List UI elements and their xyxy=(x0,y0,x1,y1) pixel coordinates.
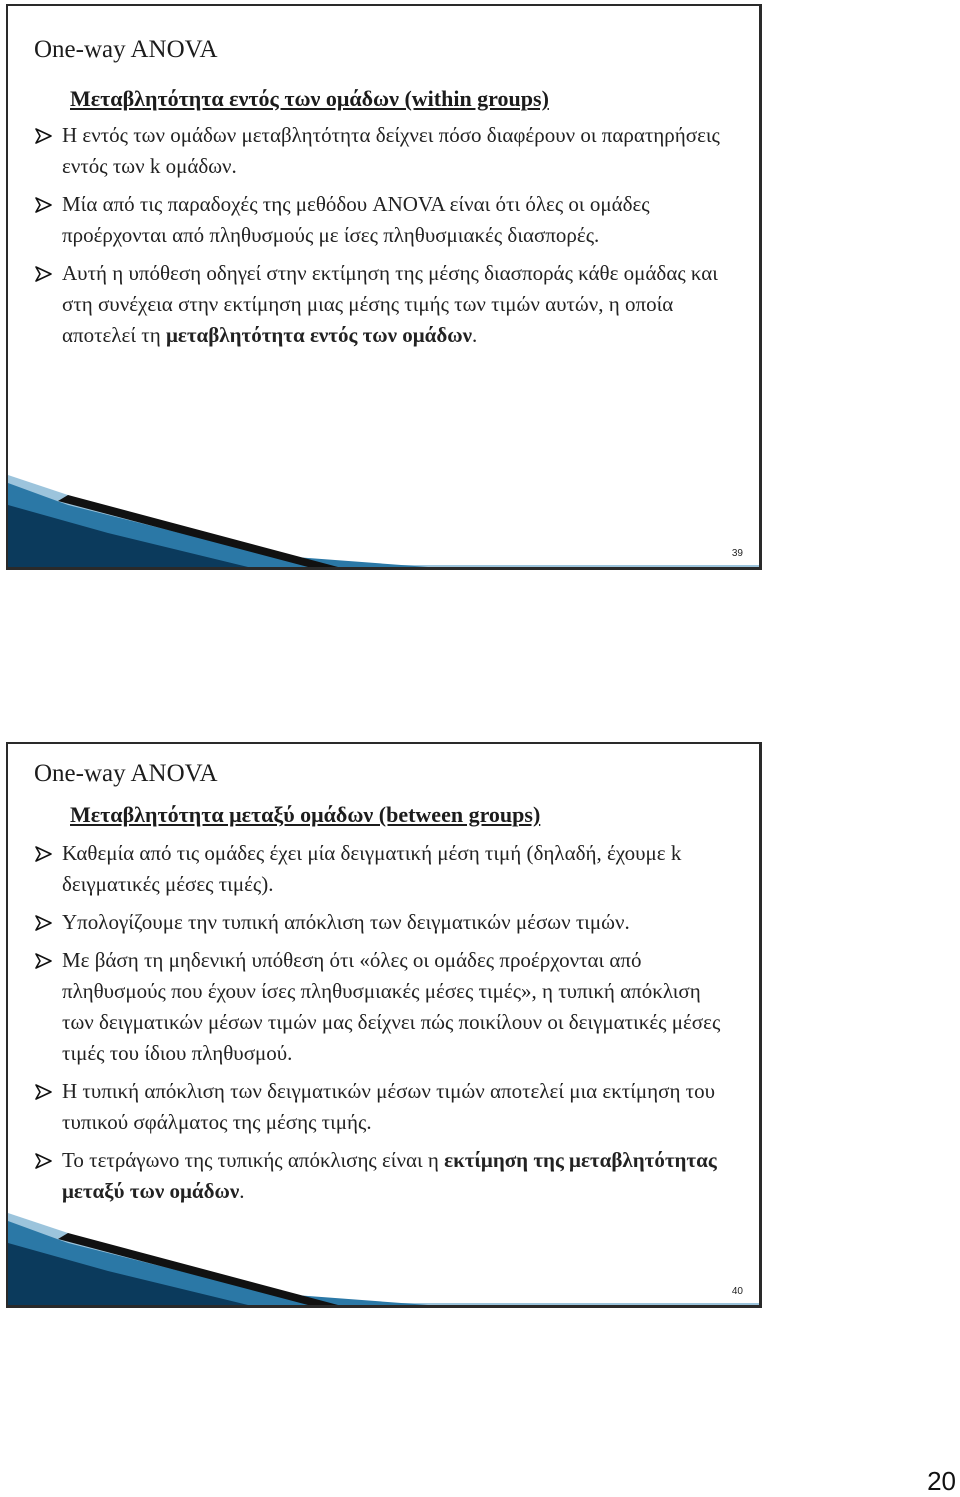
bullet-item xyxy=(34,1145,724,1207)
bullet-text: Καθεμία από τις ομάδες έχει μία δειγματική μέση τιμή (δηλαδή, έχουμε k δειγματικές μέσες τιμές). xyxy=(62,841,682,896)
bullet-text: Αυτή η υπόθεση οδηγεί στην εκτίμηση της μέσης διασποράς κάθε ομάδας και στη συνέχεια στην εκτίμηση μιας μέσης τιμής των τιμών αυτών, η οποία αποτελεί τη xyxy=(62,261,718,347)
bullet-tail: . xyxy=(472,323,478,347)
bullet-item xyxy=(34,838,724,900)
slide-footer-decoration xyxy=(8,1213,762,1305)
bullet-text: Υπολογίζουμε την τυπική απόκλιση των δειγματικών μέσων τιμών. xyxy=(62,910,630,934)
slide-number: 40 xyxy=(731,1286,743,1297)
slide-number: 39 xyxy=(731,548,743,559)
slide-subtitle: Μεταβλητότητα μεταξύ ομάδων (between groups) xyxy=(70,802,541,827)
bullet-list xyxy=(34,120,724,358)
arrow-bullet-icon xyxy=(34,1083,54,1101)
bullet-emphasis: εκτίμηση της μεταβλητότητας μεταξύ των ομάδων xyxy=(62,1148,717,1203)
bullet-text: Η τυπική απόκλιση των δειγματικών μέσων τιμών αποτελεί μια εκτίμηση του τυπικού σφάλματος της μέσης τιμής. xyxy=(62,1079,716,1134)
arrow-bullet-icon xyxy=(34,914,54,932)
arrow-bullet-icon xyxy=(34,196,54,214)
slide-title: One-way ANOVA xyxy=(34,760,218,787)
bullet-text: Το τετράγωνο της τυπικής απόκλισης είναι η xyxy=(62,1148,445,1172)
bullet-text: Με βάση τη μηδενική υπόθεση ότι «όλες οι ομάδες προέρχονται από πληθυσμούς που έχουν ίσες πληθυσμιακές μέσες τιμές», η τυπική απόκλιση των δειγματικών μέσων τιμών μας δείχνει πώς ποικίλουν οι δειγματικές μέσες τιμές του ίδιου πληθυσμού. xyxy=(62,948,721,1065)
bullet-item xyxy=(34,945,724,1069)
arrow-bullet-icon xyxy=(34,265,54,283)
bullet-item xyxy=(34,120,724,182)
slide-title: One-way ANOVA xyxy=(34,36,218,63)
arrow-bullet-icon xyxy=(34,1152,54,1170)
arrow-bullet-icon xyxy=(34,952,54,970)
page-number: 20 xyxy=(927,1466,956,1496)
bullet-item xyxy=(34,189,724,251)
slide-subtitle: Μεταβλητότητα εντός των ομάδων (within groups) xyxy=(70,86,549,111)
bullet-tail: . xyxy=(239,1179,245,1203)
bullet-item xyxy=(34,907,724,938)
slide-39 xyxy=(6,4,762,570)
bullet-text: Μία από τις παραδοχές της μεθόδου ANOVA είναι ότι όλες οι ομάδες προέρχονται από πληθυσμούς με ίσες πληθυσμιακές διασπορές. xyxy=(62,192,650,247)
bullet-item xyxy=(34,1076,724,1138)
arrow-bullet-icon xyxy=(34,127,54,145)
bullet-list xyxy=(34,838,724,1214)
bullet-item xyxy=(34,258,724,351)
arrow-bullet-icon xyxy=(34,845,54,863)
slide-footer-decoration xyxy=(8,475,762,567)
bullet-text: Η εντός των ομάδων μεταβλητότητα δείχνει πόσο διαφέρουν οι παρατηρήσεις εντός των k ομάδων. xyxy=(62,123,720,178)
slide-40 xyxy=(6,742,762,1308)
bullet-emphasis: μεταβλητότητα εντός των ομάδων xyxy=(165,323,473,347)
